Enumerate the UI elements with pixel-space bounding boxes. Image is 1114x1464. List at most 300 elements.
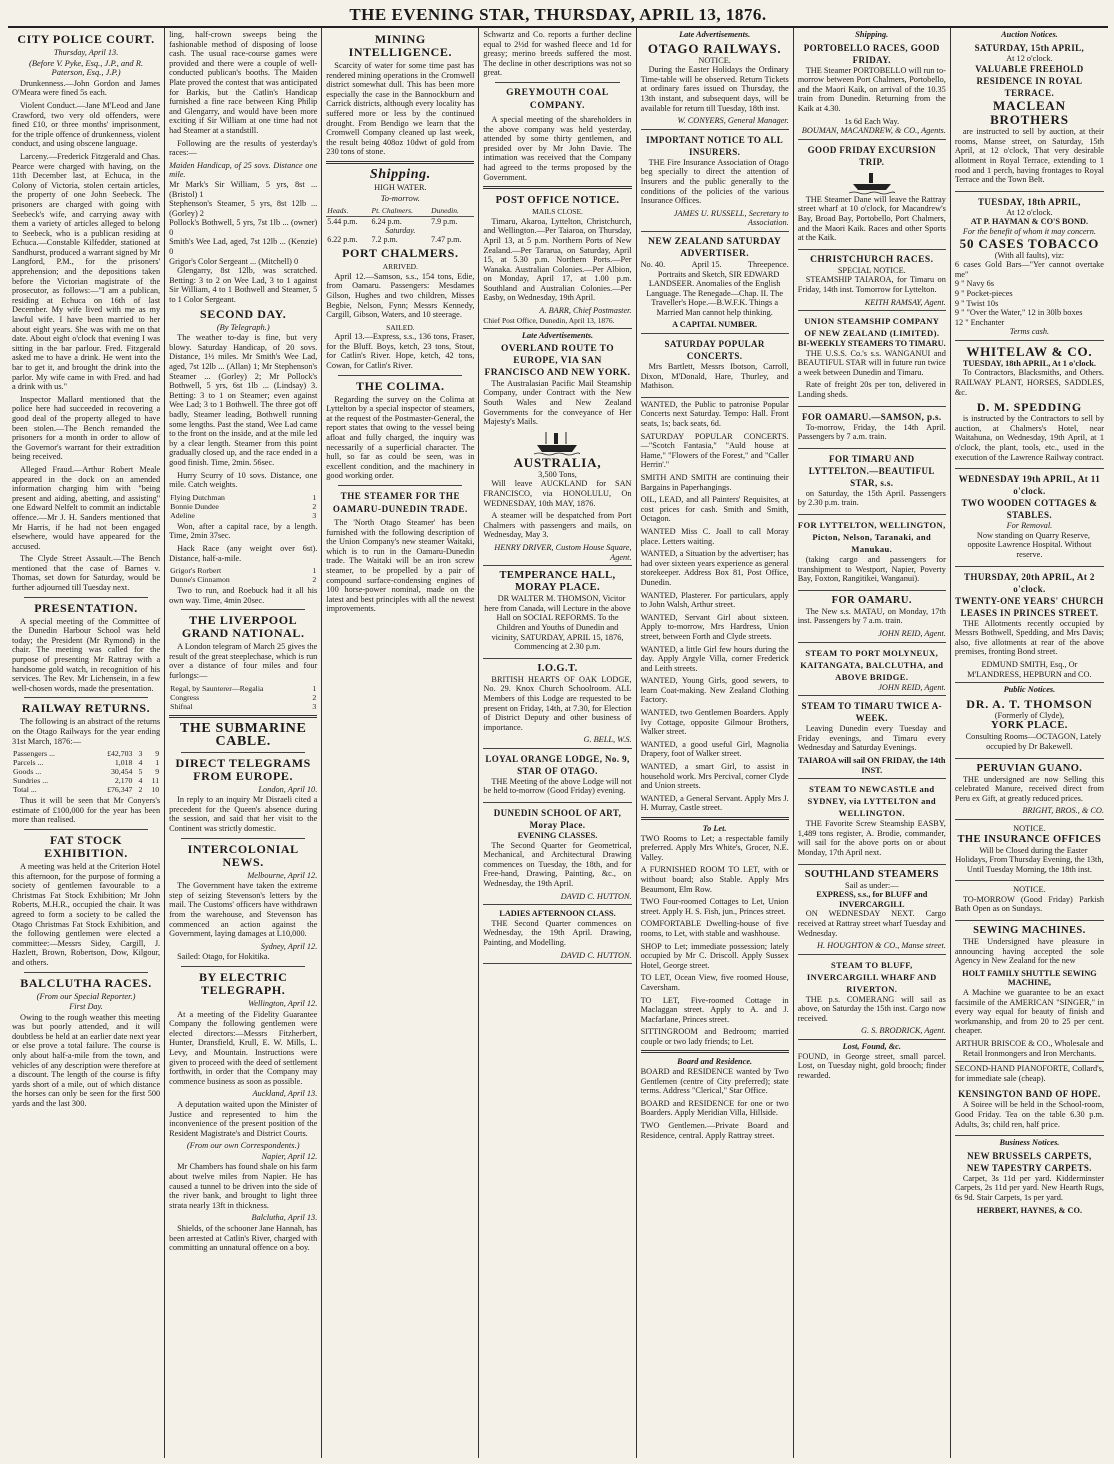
result-line: Pollock's Bothwell, 5 yrs, 7st 1lb ... (owner) 0 (169, 218, 318, 237)
table-cell: Congress (170, 692, 200, 702)
christchurch-title: CHRISTCHURCH RACES. (810, 254, 934, 265)
taiaroa-notice: TAIAROA will sail ON FRIDAY, the 14th INST. (798, 755, 946, 775)
ad-body: Now standing on Quarry Reserve, opposite Lawrence Hospital. Without reserve. (967, 530, 1092, 559)
ad-body: THE U.S.S. Co.'s s.s. WANGANUI and BEAUTIFUL STAR will in future run twice a week between Dunedin and Timaru. (797, 348, 946, 377)
molyneux-ad (798, 645, 946, 697)
list-item: 9 " Pocket-pieces (954, 288, 1013, 298)
shipping-heading: Shipping. (855, 30, 889, 39)
ad-body: ON WEDNESDAY NEXT. Cargo received at Rattray street wharf Tuesday and Wednesday. (797, 909, 946, 938)
table-cell: 1 (155, 758, 160, 768)
dateline: Balclutha, April 13. (251, 1213, 318, 1223)
tobacco-title: 50 CASES TOBACCO (959, 235, 1100, 251)
to-let-ad: A FURNISHED ROOM TO LET, with or without board; also Stable. Apply Mrs Beaumont, Elm Row. (640, 865, 789, 894)
table-cell: Adeline (170, 510, 195, 520)
ad-body: The New s.s. MATAU, on Monday, 17th inst. Passengers by 7 a.m. train. (797, 606, 946, 626)
wanted-ad: WANTED, a smart Girl, to assist in household work. Mrs Percival, corner Clyde and Union streets. (640, 762, 789, 791)
sailed-label: SAILED. (386, 322, 415, 332)
article-paragraph: Owing to the rough weather this meeting was but poorly attended, and it will doubtless be held at an earlier date next year or else prove a total failure. The course is only about half-a-mile from the town, and vehicles of any description were therefore at a discount. The length of the course is fifty yards short of a mile, out of which distance the horses can only be seen for the first 500 yards and the last 300. (12, 1012, 161, 1109)
dateline: Auckland, April 13. (252, 1089, 318, 1099)
table-row (12, 776, 160, 785)
column-7 (951, 28, 1108, 1458)
dateline: London, April 10. (258, 784, 318, 794)
table-cell: 2 (312, 575, 317, 585)
ad-body: Rate of freight 20s per ton, delivered in Landing sheds. (797, 380, 946, 400)
table-cell: Flying Dutchman (170, 492, 225, 502)
late-ads-heading: Late Advertisements. (679, 30, 751, 39)
concerts-ad (641, 336, 789, 398)
article-paragraph: The weather to-day is fine, but very blowy. Saturday Handicap, of 20 sovs. Distance, 1½ miles. Mr Smith's Wee Lad, aged, 7st 12lb ... (Allan) 1; Mr Stephenson's Steamer ... (Gorley) 2; Mr Pollock's Bothwell, 5 yrs, 6st 1lb ... (Lindsay) 3. Betting: 3 to 1 on Steamer; even against Wee Lad; 3 to 1 Bothwell. The three got off badly, Steamer leading, Bothwell running some lengths. Past the stand, Wee Lad came to the front on the inside, and at the mile led by a clear length. Steamer from this point gradually closed up, and the race ended in a good finish. Time, 2min. 56sec. (169, 333, 318, 467)
article-paragraph: The Government have taken the extreme step of seizing Stevenson's letters by the mail. The Customs' officers have withdrawn from the warehouse, and Stevenson has commenced an action against the Government, laying damages at L10,000. (169, 881, 318, 939)
divider (24, 597, 148, 598)
ad-signature: W. CONYERS, General Manager. (677, 116, 789, 126)
column-1 (8, 28, 165, 1458)
article-paragraph: Inspector Mallard mentioned that the police here had succeeded in recovering a good deal of the property alleged to have been stolen.—The Bench remanded the prisoners for a month in order to allow of the Governor's warrant for their extradition being received. (12, 394, 161, 462)
table-header: Heads. (326, 205, 370, 217)
police-court-title: CITY POLICE COURT. (17, 32, 155, 46)
wanted-ad: WANTED, two Gentlemen Boarders. Apply Ivy Cottage, opposite Gilmour Brothers, Walker street. (640, 708, 789, 737)
auction-time: At 12 o'clock. (1006, 207, 1053, 217)
table-cell: Bonnie Dundee (170, 501, 219, 511)
doctor-place: YORK PLACE. (991, 720, 1068, 732)
table-row (169, 511, 317, 520)
dateline: Sydney, April 12. (260, 941, 318, 951)
lyttelton-title: FOR LYTTELTON, WELLINGTON, Picton, Nelson, Taranaki, and Manukau. (797, 520, 946, 555)
hurry-scurry-table (169, 493, 317, 520)
table-row (169, 575, 317, 584)
table-row (169, 693, 317, 702)
insurance-offices-ad (955, 822, 1104, 881)
ad-body: Will leave AUCKLAND for SAN FRANCISCO, via HONOLULU, On WEDNESDAY, 10th MAY, 1876. (483, 479, 632, 508)
article-paragraph: Two to run, and Roebuck had it all his own way. Time, 4min 20sec. (169, 586, 318, 605)
concerts-title: SATURDAY POPULAR CONCERTS. (664, 339, 765, 362)
liverpool-title: THE LIVERPOOL GRAND NATIONAL. (181, 613, 305, 641)
article-paragraph: Schwartz and Co. reports a further decline equal to 2½d for washed fleece and 1d for greasy; merino breeds suffered the most. The decline in other descriptions was not so great. (483, 30, 632, 78)
excursion-ad (798, 142, 946, 250)
newcastle-title: STEAM TO NEWCASTLE and SYDNEY, via LYTTELTON and WELLINGTON. (807, 784, 936, 819)
masthead (8, 4, 1108, 28)
issue-number: No. 40. (640, 259, 666, 269)
ad-signature: G. BELL, W.S. (583, 735, 632, 745)
wednesday-title: WEDNESDAY 19th APRIL, At 11 o'clock. (958, 474, 1101, 497)
article-paragraph: Mr Chambers has found shale on his farm about twelve miles from Napier. He has caused a tunnel to be driven into the side of the river bank, and brought to light three strata nearly 13ft in thickness. (169, 1162, 318, 1210)
temperance-ad (483, 568, 631, 659)
greymouth-title: GREYMOUTH COAL COMPANY. (506, 87, 609, 111)
table-header: Pt. Chalmers. (371, 205, 431, 217)
high-water-title: HIGH WATER. (374, 182, 427, 192)
spedding-name: D. M. SPEDDING (976, 400, 1083, 415)
holt-title: HOLT FAMILY SHUTTLE SEWING MACHINE, (962, 968, 1097, 988)
insurers-title: IMPORTANT NOTICE TO ALL INSURERS. (646, 134, 784, 157)
column-2 (165, 28, 322, 1458)
hack-race-table (169, 566, 317, 584)
nz-advertiser-ad (641, 234, 789, 334)
table-row (12, 785, 160, 794)
ad-body: A Soiree will be held in the School-room, Good Friday. Tea on the table 6.30 p.m. Adults, 3s; child ren, half price. (954, 1100, 1104, 1129)
board-ad: BOARD and RESIDENCE for one or two Boarders. Apply Meridian Villa, Hillside. (640, 1098, 789, 1118)
divider (181, 966, 305, 967)
column-4 (479, 28, 636, 1458)
divider (495, 82, 619, 83)
article-paragraph: Violent Conduct.—Jane M'Leod and Jane Crawford, two very old offenders, were fined £10, or three months' imprisonment, for the triple offence of drunkenness, violent conduct, and using obscene language. (12, 100, 161, 149)
table-cell: 9 (155, 749, 160, 759)
whitelaw-date: TUESDAY, 18th APRIL, At 1 o'clock. (962, 358, 1096, 368)
to-let-ad: TO LET, Five-roomed Cottage in Maclaggan street. Apply to A. and J. Macfarlane, Princes street. (640, 995, 789, 1024)
divider (326, 161, 474, 164)
table-row (169, 702, 317, 711)
table-cell: Regal, by Saunterer—Regalia (170, 683, 264, 693)
orange-lodge-title: LOYAL ORANGE LODGE, No. 9, STAR OF OTAGO. (485, 753, 630, 776)
ad-body: Will be Closed during the Easter Holidays, From Thursday Evening, the 13th, Until Tuesday Morning, the 18th inst. (955, 845, 1104, 874)
australia-ship-name: AUSTRALIA, (513, 454, 602, 470)
hayman-bond: AT P. HAYMAN & CO'S BOND. (970, 217, 1089, 227)
capital-number: A CAPITAL NUMBER. (672, 320, 758, 330)
excursion-title: GOOD FRIDAY EXCURSION TRIP. (807, 144, 936, 167)
kensington-title: KENSINGTON BAND OF HOPE. (958, 1089, 1101, 1100)
ad-body: is instructed by the Contractors to sell by auction, at Chalmers's Hotel, near Waitahuna, on Wednesday, 19th April, at 1 o'clock, the plant, tools, etc., used in the execution of the Lawrence Railway contract. (954, 414, 1104, 462)
wanted-ad: WANTED Miss C. Joall to call Moray place. Letters waiting. (640, 526, 789, 546)
express-title: EXPRESS, s.s., for BLUFF and INVERCARGILL (816, 890, 928, 909)
article-paragraph: A deputation waited upon the Minister of Justice and represented to him the inconvenience of the present position of the Resident Magistrate's and District Courts. (169, 1099, 318, 1138)
table-row (12, 767, 160, 776)
ad-body: Mrs Bartlett, Messrs Ibotson, Carroll, Dixon, M'Donald, Hare, Thurley, and Mathison. (640, 362, 789, 391)
wanted-ad: OIL, LEAD, and all Painters' Requisites, at cost prices for cash. Smith and Smith, Octagon. (640, 495, 789, 524)
leases-title: TWENTY-ONE YEARS' CHURCH LEASES IN PRINCES STREET. (955, 595, 1104, 618)
table-cell: 1 (312, 683, 317, 693)
freehold-title: VALUABLE FREEHOLD RESIDENCE IN ROYAL TERRACE. (975, 64, 1084, 99)
carpets-ad (955, 1148, 1104, 1218)
table-cell: 4 (138, 758, 143, 768)
auction-heading: Auction Notices. (1001, 30, 1058, 39)
submarine-cable-title: THE SUBMARINE CABLE. (179, 720, 307, 749)
article-paragraph: Sailed: Otago, for Hokitika. (177, 952, 270, 962)
police-court-bench: (Before V. Pyke, Esq., J.P., and R. Paterson, Esq., J.P.) (29, 57, 144, 78)
article-paragraph: Glengarry, 8st 12lb, was scratched. Betting: 3 to 2 on Wee Lad, 3 to 1 against Sir William, 4 to 1 Bothwell and Steamer, 5 to 1 Color Sergeant. (169, 266, 318, 305)
high-water-sub: To-morrow. (380, 192, 420, 203)
divider (338, 375, 462, 376)
table-cell: 30,454 (110, 767, 133, 777)
matau-title: FOR OAMARU. (831, 594, 912, 606)
hayman-note: For the benefit of whom it may concern. (962, 226, 1096, 236)
table-cell: Sundries ... (13, 776, 49, 786)
columns (8, 28, 1108, 1458)
union-steamship-sub: BI-WEEKLY STEAMERS TO TIMARU. (797, 339, 946, 349)
ladies-class-ad (483, 907, 631, 964)
fare-label: 1s 6d Each Way. (844, 116, 900, 126)
table-cell: 3 (138, 749, 143, 759)
direct-telegrams-title: DIRECT TELEGRAMS FROM EUROPE. (175, 755, 311, 783)
table-cell: Dunne's Cinnamon (170, 575, 230, 585)
ad-signature: HERBERT, HAYNES, & CO. (976, 1205, 1083, 1215)
table-cell: 10 (151, 785, 160, 795)
result-line: Smith's Wee Lad, aged, 7st 12lb ... (Kenzie) 0 (169, 237, 318, 257)
mining-title: MINING INTELLIGENCE. (348, 32, 453, 59)
divider (181, 838, 305, 839)
ad-body: THE p.s. COMERANG will sail as above, on Saturday the 15th inst. Cargo now received. (797, 994, 946, 1023)
post-office-ad (483, 193, 631, 329)
notice-label: NOTICE. (1013, 823, 1046, 833)
arrived-label: ARRIVED. (382, 262, 418, 272)
late-ads-heading: Late Advertisements. (521, 331, 594, 341)
divider (338, 485, 462, 486)
issue-date: April 15. (691, 259, 722, 269)
ad-body: To Contractors, Blacksmiths, and Others. RAILWAY PLANT, HORSES, SADDLES, &c. (954, 368, 1104, 397)
table-cell: Shifnal (170, 701, 193, 711)
steamship-icon (849, 169, 895, 195)
nz-advertiser-title: NEW ZEALAND SATURDAY ADVERTISER. (648, 236, 782, 259)
wanted-ad: WANTED, a General Servant. Apply Mrs J. H. Murray, Castle street. (640, 793, 789, 813)
divider (169, 715, 317, 718)
ad-signature: JAMES U. RUSSELL, Secretary to Association. (673, 208, 789, 228)
table-cell: 3 (312, 701, 317, 711)
to-let-heading: To Let. (702, 824, 727, 833)
carpets-title: NEW BRUSSELS CARPETS, NEW TAPESTRY CARPETS. (966, 1150, 1092, 1173)
oamaru-title: FOR OAMARU.—SAMSON, p.s. (801, 411, 942, 422)
article-paragraph: A meeting was held at the Criterion Hotel this afternoon, for the purpose of forming a society of gentlemen favourable to a Christmas Fat Stock Exhibition; Mr John Roberts, M.H.R., occupied the chair. It was agreed to form a society to be called the Otago Christmas Fat Stock Exhibition, and the following gentlemen were elected a committee:—Messrs Sidey, Cargill, J. Hazlett, Brown, Robertson, Dow, Kilgour, and others. (12, 861, 161, 967)
to-let-ad: SITTINGROOM and Bedroom; married couple or two lady friends; to Let. (640, 1027, 789, 1046)
ad-body: THE Second Quarter commences on Wednesday, the 19th April. Drawing, Painting, and Modelling. (483, 918, 632, 947)
column-5 (637, 28, 794, 1458)
table-cell: £42,703 (107, 749, 133, 759)
article-paragraph: Hurry Scurry of 10 sovs. Distance, one mile. Catch weights. (169, 470, 318, 490)
table-cell: Total ... (13, 785, 37, 795)
article-paragraph: Alleged Fraud.—Arthur Robert Meale appeared in the dock on an amended information charging him with "being present and aiding, abetting, and assisting" one Edward Nelfelt to commit an indictable offence.—Mr J. H. Sanders mentioned that Mr Harris, if he had not been engaged elsewhere, would have appeared for the accused. (12, 464, 161, 551)
table-row (326, 226, 474, 235)
temperance-title: TEMPERANCE HALL, MORAY PLACE. (499, 570, 616, 594)
guano-ad (955, 761, 1104, 820)
table-cell: Goods ... (13, 767, 42, 777)
ad-signature: DAVID C. HUTTON. (560, 950, 632, 960)
table-cell: 9 (155, 767, 160, 777)
list-item: 12 " Enchanter (954, 317, 1005, 327)
divider (641, 1050, 789, 1053)
table-cell: Parcels ... (13, 758, 44, 768)
article-paragraph: Hack Race (any weight over 6st). Distance, half-a-mile. (169, 543, 318, 563)
article-paragraph: Scarcity of water for some time past has rendered mining operations in the Cromwell district somewhat dull. This has been more especially the case in the Bannockburn and Carrick districts, although every locality has suffered more or less by the continued drought. From Bendigo we learn that the Cromwell Company cleaned up last week, the result being 408oz 10dwt of gold from 230 tons of stone. (326, 61, 475, 157)
table-cell: 6.24 p.m. (371, 217, 402, 227)
article-paragraph: A special meeting of the shareholders in the above company was held yesterday, attended by some thirty gentlemen, and presided over by Mr John Davie. The intimation was received that the Company had agreed to the terms proposed by the Government. (483, 114, 632, 182)
ad-body: BRITISH HEARTS OF OAK LODGE, No. 29. Knox Church Schoolroom. ALL Members of this Lodge are requested to be present on Friday, 14th, at 7.30, for Election of District Deputy and other business of importance. (483, 674, 632, 732)
table-cell: Saturday. (385, 226, 416, 236)
table-cell: 11 (151, 776, 160, 786)
steamer-title: THE STEAMER FOR THE OAMARU-DUNEDIN TRADE. (332, 491, 468, 514)
bath-ad (955, 883, 1104, 921)
ad-body: A Machine we guarantee to be an exact facsimile of the AMERICAN "SINGER," in every way equal for beauty of finish and workmanship, and from 20 to 25 per cent. cheaper. (954, 988, 1104, 1036)
ad-signature: EDMUND SMITH, Esq., Or M'LANDRESS, HEPBURN and CO. (967, 659, 1092, 679)
result-line: Grigor's Color Sergeant ... (Mitchell) 0 (169, 256, 299, 266)
liverpool-table (169, 684, 317, 711)
article-paragraph: Thus it will be seen that Mr Conyers's estimate of £100,000 for the year has been more than realised. (12, 796, 161, 825)
result-line: Mr Mark's Sir William, 5 yrs, 8st ... (Bristol) 1 (169, 179, 318, 199)
article-paragraph: A London telegram of March 25 gives the result of the great steeplechase, which is run over a distance of four miles and four furlongs:— (169, 642, 318, 681)
overland-ad (483, 341, 631, 566)
to-let-ad: TWO Rooms to Let; a respectable family preferred. Apply Mrs White's, Grocer, N.E. Valley. (640, 833, 789, 862)
table-cell: 5 (138, 767, 143, 777)
result-line: Maiden Handicap, of 25 sovs. Distance one mile. (169, 160, 318, 180)
wanted-ad: WANTED, Young Girls, good sewers, to learn Coat-making. New Zealand Clothing Factory. (640, 676, 789, 705)
ad-signature: DAVID C. HUTTON. (560, 891, 632, 901)
police-court-date: Thursday, April 13. (53, 48, 119, 57)
sewing-ad (955, 923, 1104, 1062)
table-cell: 1 (312, 566, 317, 576)
ad-body: THE Undersigned have pleasure in announcing having accepted the sole Agency in New Zealand for the new (954, 937, 1104, 966)
railway-returns-table (12, 749, 160, 794)
second-day-sub: (By Telegraph.) (216, 321, 270, 332)
oamaru-ad (798, 409, 946, 449)
ad-signature: JOHN REID, Agent. (878, 682, 946, 692)
wanted-ad: WANTED, Servant Girl about sixteen. Apply to-morrow, Mrs Hardress, Union street, between Forth and Clyde streets. (640, 612, 789, 641)
table-cell: £76,347 (107, 785, 133, 795)
to-let-ad: TO LET, Ocean View, five roomed House, Caversham. (640, 973, 789, 992)
ad-body: During the Easter Holidays the Ordinary Time-table will be observed. Return Tickets at ordinary fares issued on Thursday, the 13th instant, and subsequent days, will be available for return till Tuesday, 18th inst. (640, 65, 789, 113)
article-paragraph: In reply to an inquiry Mr Disraeli cited a precedent for the Queen's absence during the session, and said that her visit to the Continent was strictly domestic. (169, 795, 318, 834)
ad-body: Carpet, 3s 11d per yard. Kidderminster Carpets, 2s 11d per yard. New Hearth Rugs, 6s 9d. Stair Carpets, 1s per yard. (954, 1173, 1104, 1202)
presentation-title: PRESENTATION. (34, 600, 138, 615)
southland-sub: Sail as under:— (845, 880, 899, 890)
article-paragraph: The following is an abstract of the returns on the Otago Railways for the year ending 31st March, 1876:— (12, 717, 161, 746)
tobacco-ad (955, 194, 1104, 341)
cottages-title: TWO WOODEN COTTAGES & STABLES. (961, 498, 1098, 521)
article-paragraph: At a meeting of the Fidelity Guarantee Company the following gentlemen were elected directors:—Messrs Fitzherbert, Hunter, Dransfield, Krull, E. W. Mills, L. Levy, and Mountain. Instructions were given to proceed with the deed of settlement forthwith, in order that the Company may commence business as soon as possible. (169, 1009, 318, 1086)
wanted-ad: WANTED, Plasterer. For particulars, apply to John Walsh, Arthur street. (640, 590, 789, 610)
dateline: Napier, April 12. (261, 1151, 318, 1161)
high-water-table (326, 205, 474, 244)
table-cell: 7.9 p.m. (431, 217, 458, 227)
ad-signature: JOHN REID, Agent. (878, 629, 946, 638)
post-office-title: POST OFFICE NOTICE. (495, 195, 620, 207)
ad-body: The Australasian Pacific Mail Steamship Company, under Contract with the New South Wales and New Zealand Governments for the conveyance of Her Majesty's Mails. (483, 378, 632, 427)
wanted-ad: WANTED, the Public to patronise Popular Concerts next Saturday. Tempo: Hall. Front seats, 1s; back seats, 6d. (640, 399, 789, 429)
ad-signature: BRIGHT, BROS., & CO. (1022, 806, 1104, 816)
table-cell: 2 (312, 692, 317, 702)
article-paragraph: A special meeting of the Committee of the Dunedin Harbour School was held today; the President (Mr Rymond) in the chair. The meeting was called for the purpose of presenting Mr Rattray with a handsome gold watch, in recognition of his services. The Rev. Mr Lichensein, in a few well-chosen words, made the presentation. (12, 616, 161, 693)
ad-body: Leaving Dunedin every Tuesday and Friday evenings, and Timaru every Wednesday and Saturday Evenings. (797, 724, 946, 753)
insurance-offices-title: THE INSURANCE OFFICES (957, 833, 1102, 845)
article-paragraph: ling, half-crown sweeps being the fashionable method of disposing of loose cash. The usual race-course games were provided and there were a couple of well-conducted publican's booths. The Maiden Plate proved the contest that was anticipated for Barkis, but the Catlin's Handicap furnished a fine race between King Philip and Glengarry, and would have been more exciting if Sir William at one time had not had Steamer at a standstill. (169, 30, 318, 135)
second-day-title: SECOND DAY. (200, 306, 287, 321)
auction-time: At 12 o'clock. (1006, 53, 1053, 63)
port-chalmers-title: PORT CHALMERS. (342, 246, 459, 261)
board-ad: BOARD and RESIDENCE wanted by Two Gentlemen (centre of City preferred); state terms. Address "Clerical," Star Office. (640, 1067, 789, 1096)
lyttelton-ad (798, 517, 946, 591)
table-cell: 2,170 (114, 776, 133, 786)
table-row (326, 217, 474, 227)
timaru-twice-title: STEAM TO TIMARU TWICE A-WEEK. (801, 701, 942, 724)
cottages-ad (955, 471, 1104, 566)
insurers-ad (641, 132, 789, 232)
sewing-title: SEWING MACHINES. (973, 925, 1086, 937)
to-let-ad: SHOP to Let; immediate possession; lately occupied by Mr C. Driscoll. Apply Sussex Hotel, George street. (640, 941, 789, 970)
ad-body: THE Steamer PORTOBELLO will run to-morrow between Port Chalmers, Portobello, and the Maori Kaik, on arrival of the 10.35 train from Dunedin. Returning from the Kaik at 4.30. (797, 65, 946, 113)
auction-date: SATURDAY, 15th APRIL, (974, 42, 1085, 53)
dateline: Wellington, April 12. (248, 998, 318, 1008)
portobello-ad (798, 40, 946, 140)
ad-body: are instructed to sell by auction, at their rooms, Manse street, on Saturday, 15th April, at 12 o'clock, That very desirable allotment in Royal Terrace, extending to 1 rood and 1 perch, having frontages to Royal Terrace and the Town Belt. (954, 127, 1104, 185)
guano-title: PERUVIAN GUANO. (976, 762, 1083, 774)
ad-body: To-morrow, Friday, the 14th April. Passengers by 7 a.m. train. (797, 422, 946, 442)
divider (181, 609, 305, 610)
list-item: 9 " Navy 6s (954, 279, 994, 289)
ad-signature: KEITH RAMSAY, Agent. (864, 297, 946, 307)
matau-ad (798, 593, 946, 643)
public-notices-heading: Public Notices. (1003, 685, 1056, 695)
ad-signature: HENRY DRIVER, Custom House Square, Agent. (494, 542, 632, 562)
list-item: 9 " Twist 10s (954, 298, 999, 308)
table-row (169, 566, 317, 575)
union-steamship-ad (798, 313, 946, 407)
colima-title: THE COLIMA. (356, 378, 445, 393)
business-notices-heading: Business Notices. (999, 1138, 1060, 1148)
ladies-class-title: LADIES AFTERNOON CLASS. (499, 909, 616, 919)
ad-body: THE Allotments recently occupied by Messrs Bothwell, Spedding, and Mrs Davis; also, five allotments at rear of the above premises, fronting Bond street. (954, 618, 1104, 657)
timaru-twice-ad (798, 698, 946, 779)
article-paragraph: The 'North Otago Steamer' has been furnished with the following description of the Union Company's new steamer Waitaki, which is to run in the Oamaru-Dunedin trade. The Waitaki will be an iron screw steamer, to be propelled by a pair of compound surface-condensing engines of 100 horse-power nominal, made on the latest and best principles with all the newest improvements. (326, 518, 475, 614)
article-paragraph: Regarding the survey on the Colima at Lyttelton by a special inspector of steamers, at the request of the Postmaster-General, the report states that owing to the vessel being afloat and fully charged, the inquiry was necessarily of a superficial character. The hull, so far as could be seen, was in excellent condition, and the machinery in good working order. (326, 394, 475, 481)
issue-price: Threepence. (747, 259, 789, 269)
ad-body: DR WALTER M. THOMSON, Vicitor here from Canada, will Lecture in the above Hall on SOCIAL REFORMS. To the Children and Youths of Dunedin and vicinity, SATURDAY, APRIL 15, 1876, Commencing at 2.30 p.m. (484, 594, 631, 652)
evening-classes-title: EVENING CLASSES. (517, 831, 598, 841)
dateline: Melbourne, April 12. (247, 870, 318, 880)
table-cell: 2 (312, 501, 317, 511)
ad-body: STEAMSHIP TAIAROA, for Timaru on Friday, 14th inst. Tomorrow for Lyttelton. (797, 275, 946, 294)
kensington-ad (955, 1086, 1104, 1136)
auctioneer-name: MACLEAN BROTHERS (990, 98, 1069, 128)
doctor-ad (955, 695, 1104, 759)
table-row (326, 235, 474, 244)
railway-returns-title: RAILWAY RETURNS. (21, 701, 151, 716)
portobello-title: PORTOBELLO RACES, GOOD FRIDAY. (803, 42, 940, 65)
to-let-ad: COMFORTABLE Dwelling-house of five rooms, to Let, with stable and washhouse. (640, 919, 789, 938)
divider (641, 817, 789, 820)
terms-label: Terms cash. (1009, 327, 1050, 337)
divider (24, 697, 148, 698)
column-6 (794, 28, 951, 1458)
southland-ad (798, 867, 946, 955)
notice-label: NOTICE. (1013, 885, 1046, 895)
molyneux-title: STEAM TO PORT MOLYNEUX, KAITANGATA, BALCLUTHA, and ABOVE BRIDGE. (800, 647, 944, 682)
list-item: 9 " "Over the Water," 12 in 30lb boxes (954, 308, 1083, 318)
table-row (12, 758, 160, 767)
overland-title: OVERLAND ROUTE TO EUROPE, VIA SAN FRANCISCO AND NEW YORK. (484, 343, 631, 378)
list-item: 6 cases Gold Bars—"Yer cannot overtake me" (954, 260, 1104, 279)
union-steamship-title: UNION STEAMSHIP COMPANY OF NEW ZEALAND (LIMITED). (804, 316, 940, 339)
wanted-ad: WANTED, a little Girl few hours during the day. Apply Argyle Villa, corner Frederick and Leith streets. (640, 644, 789, 673)
ad-body: THE Steamer Dane will leave the Rattray street wharf at 10 o'clock, for Macandrew's Bay, Broad Bay, Portobello, Port Chalmers, and the Maori Kaik. Races and other Sports at the Kaik. (797, 194, 946, 243)
whitelaw-name: WHITELAW & CO. (966, 343, 1093, 359)
table-header: Dunedin. (430, 205, 474, 217)
intercolonial-title: INTERCOLONIAL NEWS. (187, 841, 299, 869)
table-cell: 6.22 p.m. (327, 235, 358, 245)
ad-body: Portraits and Sketch, SIR EDWARD LANDSEER. Anomalies of the English Language. The Renegade—Chap. II. The Traveller's Hope.—B.W.F.K. Things a Married Man cannot help thinking. (646, 269, 784, 317)
ad-body: THE Meeting of the above Lodge will not be held to-morrow (Good Friday) evening. (483, 776, 632, 796)
special-notice-label: SPECIAL NOTICE. (837, 265, 906, 275)
balclutha-races-day: First Day. (69, 1002, 103, 1012)
table-cell: 4 (138, 776, 143, 786)
ad-body: (taking cargo and passengers for transhipment to Westport, Napier, Poverty Bay, Foxton, Rangitikei, Wanganui). (797, 555, 946, 584)
table-cell: 3 (312, 510, 317, 520)
fat-stock-title: FAT STOCK EXHIBITION. (44, 832, 128, 860)
table-header-row (326, 205, 474, 217)
ad-body: on Saturday, the 15th April. Passengers by 2.30 p.m. train. (797, 488, 946, 508)
ad-body: THE undersigned are now Selling this celebrated Manure, received direct from Peru ex Gift, at greatly reduced prices. (954, 774, 1104, 803)
balclutha-races-title: BALCLUTHA RACES. (20, 975, 152, 990)
ad-date: Chief Post Office, Dunedin, April 13, 1876. (483, 315, 615, 325)
ad-body: THE Favorite Screw Steamship EASBY, 1,489 tons register, A. Brodie, commander, will sail for the above ports on or about Monday, 17th April next. (797, 819, 946, 857)
ad-signature: G. S. BRODRICK, Agent. (860, 1026, 946, 1036)
piano-ad: SECOND-HAND PIANOFORTE, Collard's, for immediate sale (cheap). (954, 1064, 1104, 1083)
mails-close-label: MAILS CLOSE. (532, 207, 583, 217)
wanted-ad: SATURDAY POPULAR CONCERTS.—"Scotch Fantasia," "Auld house at Hame," "Flowers of the Forest," and "Caller Herrin'." (640, 431, 789, 470)
bluff-title: STEAM TO BLUFF, INVERCARGILL WHARF AND RIVERTON. (806, 959, 937, 994)
